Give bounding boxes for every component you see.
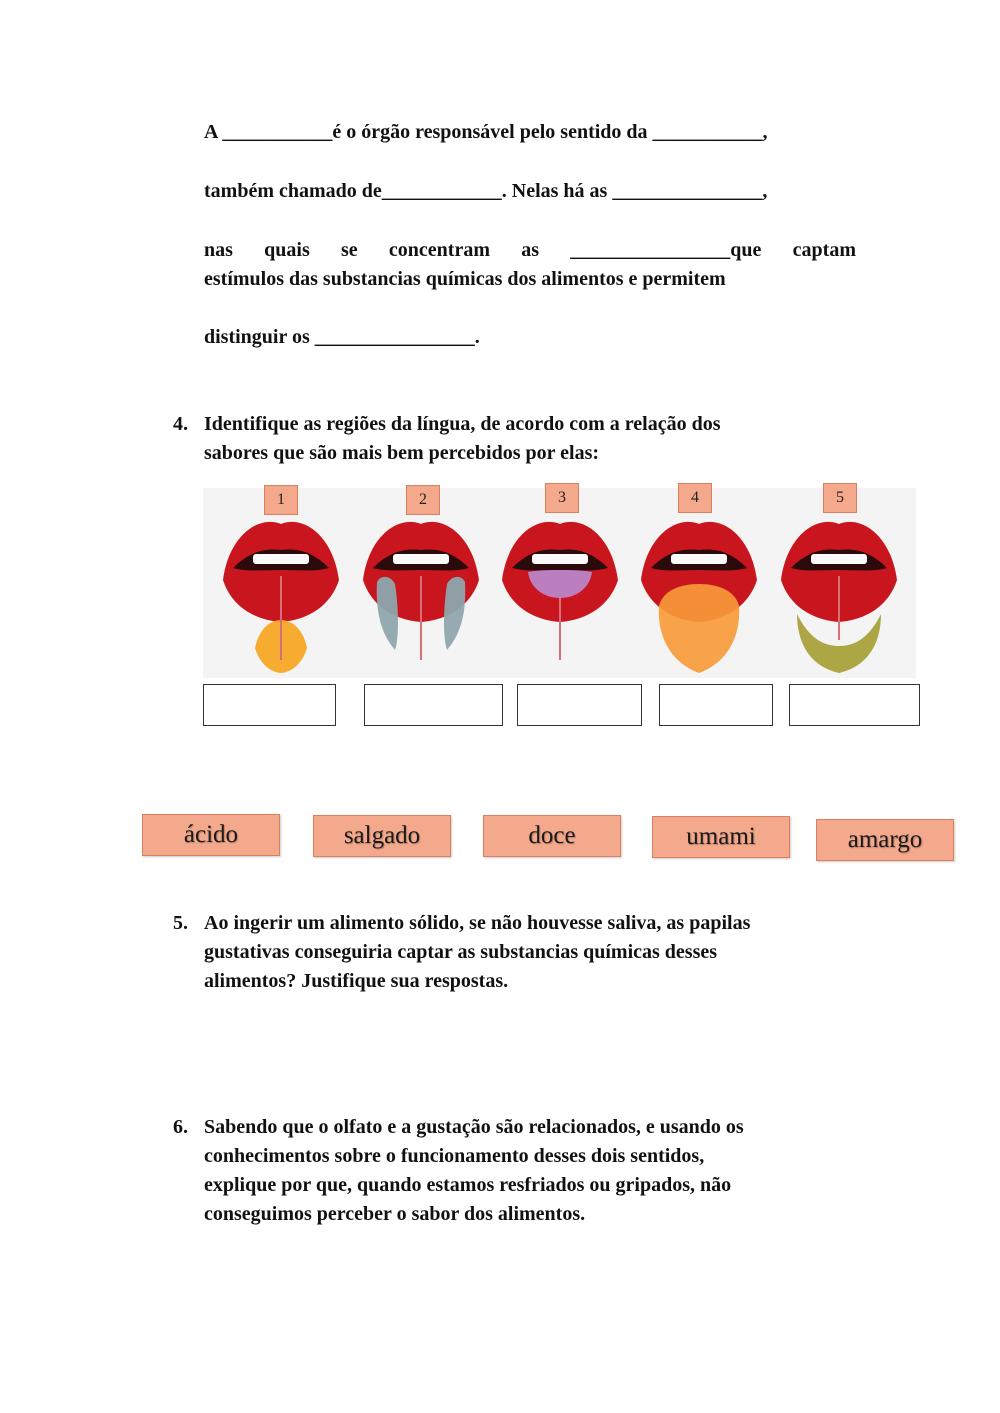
fill-line-5: distinguir os ________________. — [204, 326, 480, 348]
tongue-image-2 — [359, 510, 483, 675]
answer-box-3[interactable] — [517, 684, 642, 726]
word-chip-amargo[interactable]: amargo — [816, 819, 954, 861]
question-5-text — [204, 909, 884, 996]
question-6-line-3: explique por que, quando estamos resfriados ou gripados, não — [204, 1174, 732, 1196]
question-4-line-1: Identifique as regiões da língua, de acordo com a relação dos — [204, 413, 721, 435]
tongue-label-4: 4 — [678, 483, 712, 513]
tongue-label-3: 3 — [545, 483, 579, 513]
fill-line-3: nas quais se concentram as ________________que captam — [204, 239, 856, 261]
tongue-label-5: 5 — [823, 483, 857, 513]
question-6-line-4: conseguimos perceber o sabor dos alimentos. — [204, 1203, 586, 1225]
question-5-number: 5. — [173, 912, 188, 934]
fill-line-2: também chamado de____________. Nelas há as _______________, — [204, 180, 768, 202]
answer-box-5[interactable] — [789, 684, 920, 726]
fill-line-1: A ___________é o órgão responsável pelo sentido da ___________, — [204, 121, 768, 143]
question-4-line-2: sabores que são mais bem percebidos por elas: — [204, 442, 600, 464]
word-chip-salgado[interactable]: salgado — [313, 815, 451, 857]
fill-line-4: estímulos das substancias químicas dos alimentos e permitem — [204, 268, 726, 290]
question-6-text — [204, 1113, 884, 1229]
question-4-text — [204, 410, 884, 468]
question-6-line-2: conhecimentos sobre o funcionamento desses dois sentidos, — [204, 1145, 705, 1167]
word-chip-doce[interactable]: doce — [483, 815, 621, 857]
word-chip-acido[interactable]: ácido — [142, 814, 280, 856]
tongue-image-4 — [637, 510, 761, 675]
question-6-line-1: Sabendo que o olfato e a gustação são relacionados, e usando os — [204, 1116, 744, 1138]
answer-box-1[interactable] — [203, 684, 336, 726]
word-chip-umami[interactable]: umami — [652, 816, 790, 858]
question-5-line-2: gustativas conseguiria captar as substancias químicas desses — [204, 941, 718, 963]
tongue-image-5 — [777, 510, 901, 675]
answer-box-4[interactable] — [659, 684, 773, 726]
tongue-image-3 — [498, 510, 622, 675]
question-4-number: 4. — [173, 413, 188, 435]
answer-box-2[interactable] — [364, 684, 503, 726]
question-5-line-3: alimentos? Justifique sua respostas. — [204, 970, 509, 992]
tongue-image-1 — [219, 510, 343, 675]
question-5-line-1: Ao ingerir um alimento sólido, se não houvesse saliva, as papilas — [204, 912, 751, 934]
question-6-number: 6. — [173, 1116, 188, 1138]
tongue-label-2: 2 — [406, 485, 440, 515]
tongue-label-1: 1 — [264, 485, 298, 515]
